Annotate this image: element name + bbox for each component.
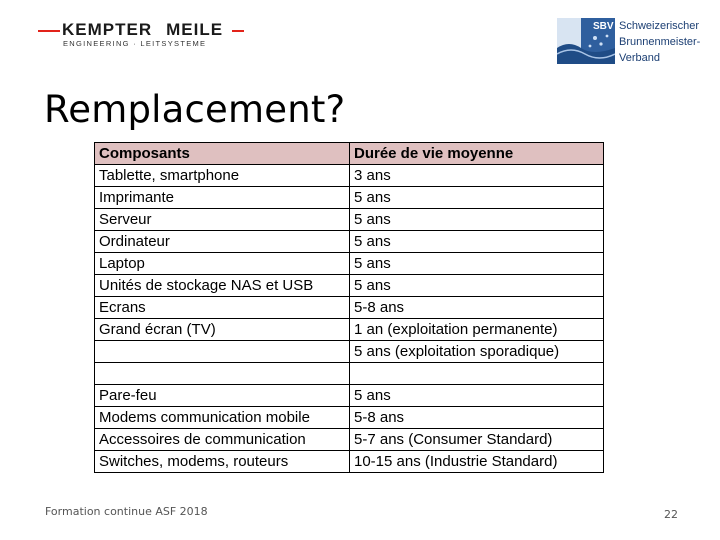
- table-row: [95, 341, 604, 363]
- table-row: [95, 385, 604, 407]
- lifetime-cell: 5-8 ans: [350, 297, 604, 319]
- table-header-cell: Composants: [95, 143, 350, 165]
- replacement-table: [94, 142, 604, 473]
- page-title: Remplacement?: [44, 88, 346, 131]
- table-row: [95, 231, 604, 253]
- component-cell: Accessoires de communication: [95, 429, 350, 451]
- table-row: [95, 429, 604, 451]
- table-header-row: [95, 143, 604, 165]
- kempter-meile-logo: [38, 18, 233, 48]
- table-row: [95, 275, 604, 297]
- sbv-name-line3: Verband: [619, 52, 660, 64]
- sbv-emblem-text: SBV: [593, 21, 614, 32]
- table-row: [95, 165, 604, 187]
- lifetime-cell: 5 ans: [350, 209, 604, 231]
- footer-text: Formation continue ASF 2018: [45, 505, 208, 518]
- lifetime-cell: 5 ans: [350, 275, 604, 297]
- lifetime-cell: 10-15 ans (Industrie Standard): [350, 451, 604, 473]
- component-cell: Switches, modems, routeurs: [95, 451, 350, 473]
- page-number: 22: [664, 508, 678, 521]
- logo-brand-right: MEILE: [166, 20, 224, 39]
- sbv-name-line1: Schweizerischer: [619, 20, 700, 32]
- lifetime-cell: [350, 363, 604, 385]
- component-cell: Unités de stockage NAS et USB: [95, 275, 350, 297]
- table-row: [95, 297, 604, 319]
- lifetime-cell: 5 ans: [350, 385, 604, 407]
- sbv-emblem-icon: [557, 18, 615, 64]
- component-cell: Ordinateur: [95, 231, 350, 253]
- component-cell: Imprimante: [95, 187, 350, 209]
- component-cell: Serveur: [95, 209, 350, 231]
- table-row: [95, 407, 604, 429]
- table-header-cell: Durée de vie moyenne: [350, 143, 604, 165]
- component-cell: Modems communication mobile: [95, 407, 350, 429]
- component-cell: [95, 341, 350, 363]
- table-row: [95, 363, 604, 385]
- lifetime-cell: 5 ans: [350, 253, 604, 275]
- component-cell: [95, 363, 350, 385]
- table-row: [95, 187, 604, 209]
- lifetime-cell: 1 an (exploitation permanente): [350, 319, 604, 341]
- lifetime-cell: 5 ans (exploitation sporadique): [350, 341, 604, 363]
- logo-brand-left: KEMPTER: [62, 20, 153, 39]
- table-row: [95, 253, 604, 275]
- lifetime-cell: 5 ans: [350, 231, 604, 253]
- table-row: [95, 451, 604, 473]
- lifetime-cell: 5-7 ans (Consumer Standard): [350, 429, 604, 451]
- logo-line-right: [232, 30, 244, 32]
- component-cell: Ecrans: [95, 297, 350, 319]
- logo-subtitle: ENGINEERING · LEITSYSTEME: [63, 39, 207, 48]
- logo-line-left: [38, 30, 60, 32]
- component-cell: Laptop: [95, 253, 350, 275]
- table-row: [95, 209, 604, 231]
- sbv-name: [619, 18, 700, 66]
- component-cell: Grand écran (TV): [95, 319, 350, 341]
- logo-brand: [62, 20, 223, 40]
- component-cell: Tablette, smartphone: [95, 165, 350, 187]
- lifetime-cell: 5 ans: [350, 187, 604, 209]
- table-row: [95, 319, 604, 341]
- sbv-name-line2: Brunnenmeister-: [619, 36, 701, 48]
- component-cell: Pare-feu: [95, 385, 350, 407]
- lifetime-cell: 5-8 ans: [350, 407, 604, 429]
- lifetime-cell: 3 ans: [350, 165, 604, 187]
- sbv-logo: [557, 18, 707, 64]
